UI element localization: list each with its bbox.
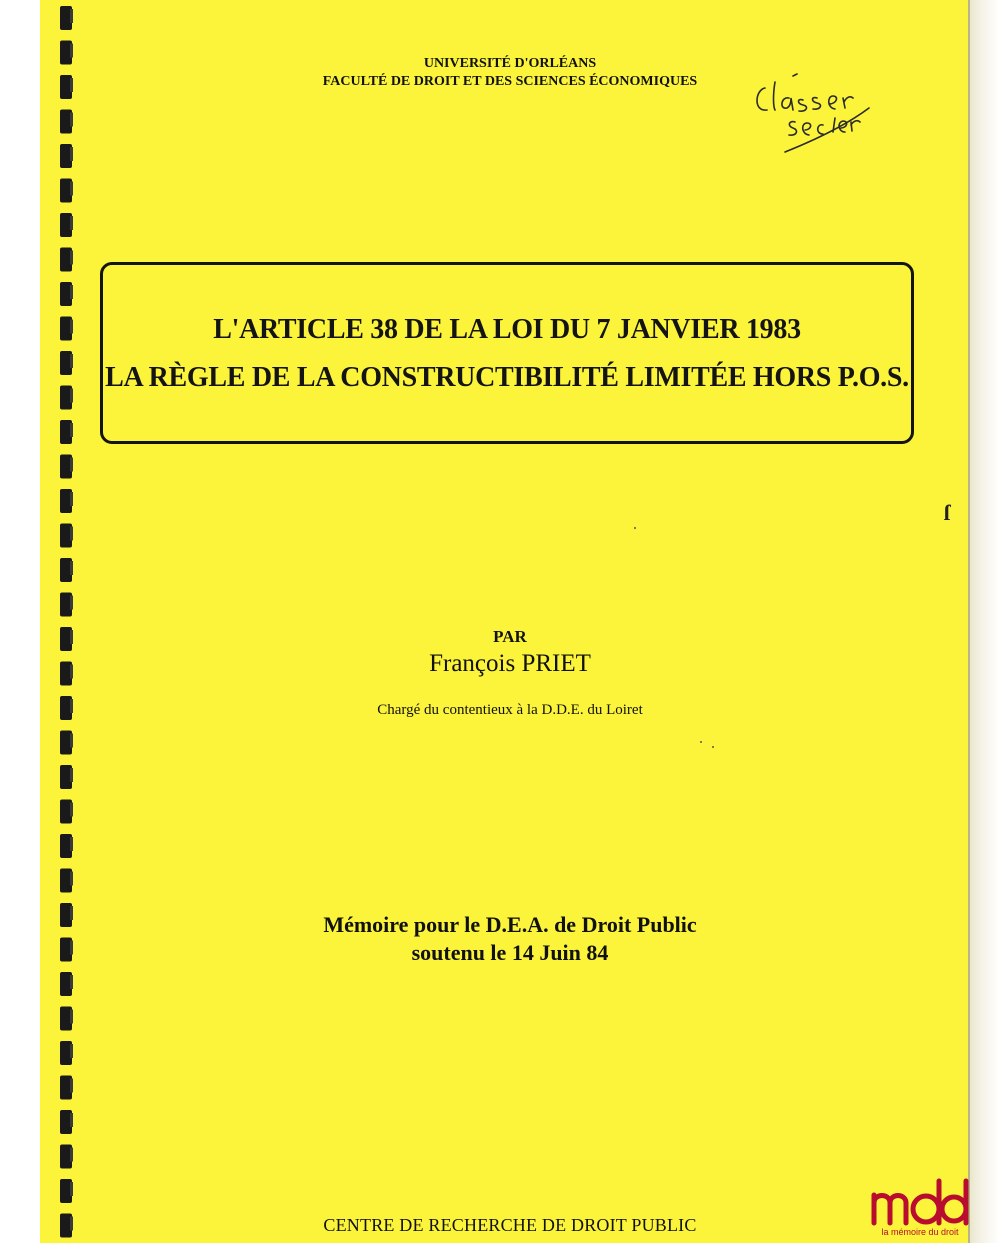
binding-loop bbox=[46, 41, 73, 65]
margin-mark: ſ bbox=[944, 500, 951, 525]
memoire-statement bbox=[210, 911, 810, 967]
binding-loop bbox=[46, 489, 73, 513]
binding-loop bbox=[46, 1179, 73, 1203]
mdd-logo bbox=[868, 1175, 972, 1243]
binding-loop bbox=[46, 248, 73, 272]
binding-loop bbox=[46, 1214, 73, 1238]
binding-loop bbox=[46, 282, 73, 306]
binding-loop bbox=[46, 696, 73, 720]
binding-loop bbox=[46, 938, 73, 962]
binding-loop bbox=[46, 144, 73, 168]
binding-loop bbox=[46, 1007, 73, 1031]
binding-loop bbox=[46, 972, 73, 996]
binding-loop bbox=[46, 1145, 73, 1169]
university-name: UNIVERSITÉ D'ORLÉANS bbox=[423, 56, 597, 71]
memoire-line-1: Mémoire pour le D.E.A. de Droit Public bbox=[323, 912, 697, 937]
memoire-line-2: soutenu le 14 Juin 84 bbox=[411, 940, 609, 965]
title-line-2: LA RÈGLE DE LA CONSTRUCTIBILITÉ LIMITÉE HORS P.O.S. bbox=[105, 362, 909, 393]
binding-loop bbox=[46, 110, 73, 134]
binding-loop bbox=[46, 558, 73, 582]
binding-loop bbox=[46, 662, 73, 686]
title-box bbox=[100, 262, 914, 444]
binding-loop bbox=[46, 765, 73, 789]
binding-loop bbox=[46, 455, 73, 479]
page-edge bbox=[968, 0, 1000, 1243]
binding-loop bbox=[46, 179, 73, 203]
binding-loop bbox=[46, 75, 73, 99]
binding-loop bbox=[46, 834, 73, 858]
author-name: François PRIET bbox=[429, 650, 591, 677]
binding-loop bbox=[46, 903, 73, 927]
title-line-1: L'ARTICLE 38 DE LA LOI DU 7 JANVIER 1983 bbox=[213, 314, 801, 345]
by-label: PAR bbox=[493, 627, 527, 646]
spiral-binding bbox=[0, 0, 90, 1243]
mdd-logo-mark bbox=[868, 1175, 972, 1227]
page-edge-line bbox=[968, 0, 970, 1243]
binding-loop bbox=[46, 593, 73, 617]
speck bbox=[700, 741, 702, 743]
binding-loop bbox=[46, 800, 73, 824]
binding-loop bbox=[46, 1110, 73, 1134]
binding-loop bbox=[46, 213, 73, 237]
binding-loop bbox=[46, 627, 73, 651]
handwritten-note bbox=[745, 60, 875, 160]
mdd-logo-tagline: la mémoire du droit bbox=[881, 1227, 959, 1237]
binding-loop bbox=[46, 731, 73, 755]
author-role: Chargé du contentieux à la D.D.E. du Loiret bbox=[377, 702, 643, 718]
binding-loop bbox=[46, 524, 73, 548]
cover-page bbox=[40, 0, 970, 1243]
binding-loop bbox=[46, 351, 73, 375]
binding-loop bbox=[46, 869, 73, 893]
binding-loop bbox=[46, 1076, 73, 1100]
binding-loop bbox=[46, 6, 73, 30]
binding-loop bbox=[46, 386, 73, 410]
binding-loop bbox=[46, 1041, 73, 1065]
speck bbox=[712, 746, 714, 748]
footer-institution: CENTRE DE RECHERCHE DE DROIT PUBLIC bbox=[323, 1215, 697, 1235]
faculty-name: FACULTÉ DE DROIT ET DES SCIENCES ÉCONOMIQUES bbox=[322, 74, 698, 89]
speck bbox=[634, 527, 636, 529]
binding-loop bbox=[46, 420, 73, 444]
binding-loop bbox=[46, 317, 73, 341]
header bbox=[220, 55, 800, 91]
